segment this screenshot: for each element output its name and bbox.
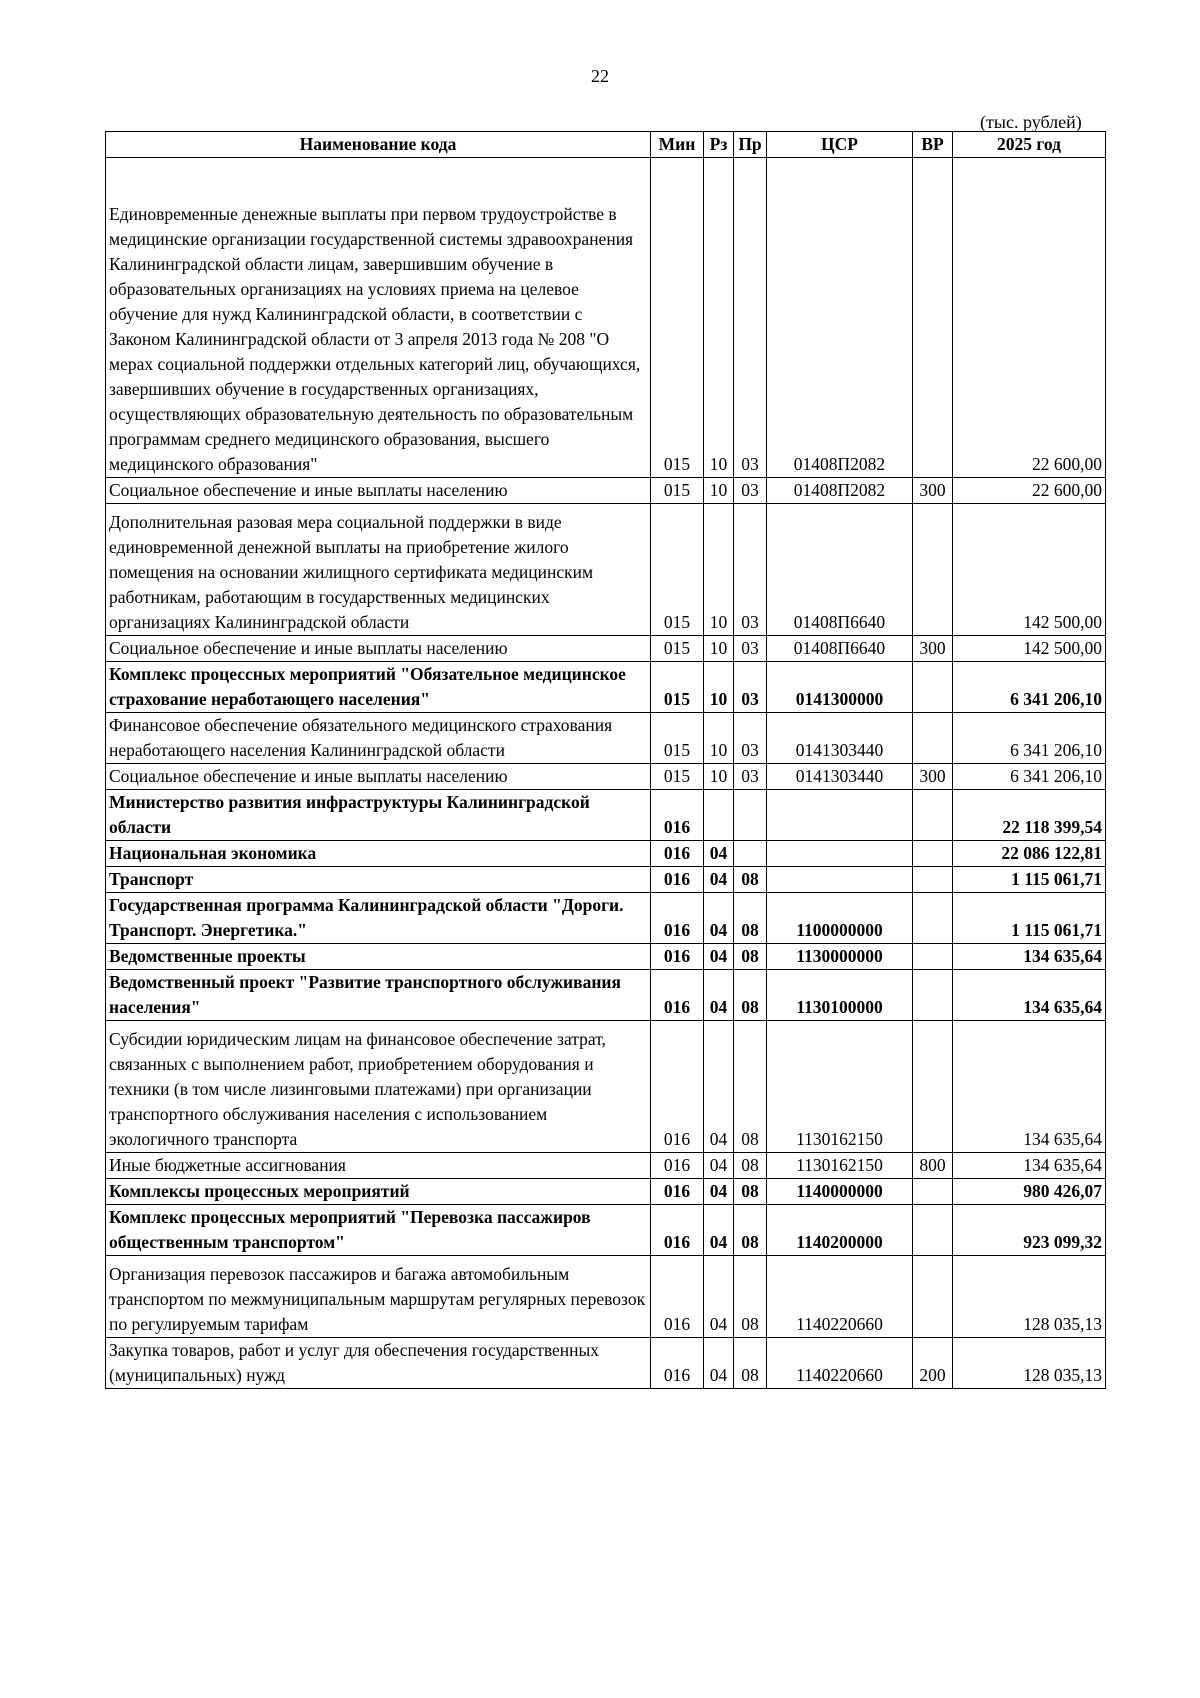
row-pr: 08 bbox=[734, 1021, 767, 1153]
row-csr: 1130162150 bbox=[767, 1153, 913, 1179]
row-pr bbox=[734, 841, 767, 867]
row-rz: 10 bbox=[704, 158, 734, 478]
row-pr: 08 bbox=[734, 1338, 767, 1389]
row-rz: 10 bbox=[704, 504, 734, 636]
table-row bbox=[106, 893, 1106, 944]
row-rz: 10 bbox=[704, 713, 734, 764]
row-vr bbox=[913, 790, 953, 841]
row-vr bbox=[913, 1021, 953, 1153]
row-name: Транспорт bbox=[106, 867, 651, 893]
table-row bbox=[106, 1205, 1106, 1256]
row-name: Ведомственный проект "Развитие транспортного обслуживания населения" bbox=[106, 970, 651, 1021]
row-vr: 300 bbox=[913, 636, 953, 662]
row-min: 015 bbox=[651, 636, 704, 662]
row-csr: 1140220660 bbox=[767, 1338, 913, 1389]
row-vr: 200 bbox=[913, 1338, 953, 1389]
row-amount: 6 341 206,10 bbox=[953, 764, 1106, 790]
row-rz: 04 bbox=[704, 1338, 734, 1389]
row-min: 016 bbox=[651, 970, 704, 1021]
table-row bbox=[106, 867, 1106, 893]
table-row bbox=[106, 790, 1106, 841]
row-name: Единовременные денежные выплаты при первом трудоустройстве в медицинские организации государственной системы здравоохранения Калининградской области лицам, завершившим обучение в образовательных организациях на условиях приема на целевое обучение для нужд Калининградской области, в соответствии с Законом Калининградской области от 3 апреля 2013 года № 208 "О мерах социальной поддержки отдельных категорий лиц, обучающихся, завершивших обучение в государственных организациях, осуществляющих образовательную деятельность по образовательным программам среднего медицинского образования, высшего медицинского образования" bbox=[106, 158, 651, 478]
row-name: Национальная экономика bbox=[106, 841, 651, 867]
row-vr bbox=[913, 841, 953, 867]
row-pr: 03 bbox=[734, 504, 767, 636]
row-rz: 04 bbox=[704, 1021, 734, 1153]
row-vr bbox=[913, 893, 953, 944]
row-rz: 10 bbox=[704, 764, 734, 790]
row-csr: 01408П6640 bbox=[767, 504, 913, 636]
row-pr: 08 bbox=[734, 1205, 767, 1256]
row-amount: 923 099,32 bbox=[953, 1205, 1106, 1256]
row-amount: 142 500,00 bbox=[953, 504, 1106, 636]
row-rz: 04 bbox=[704, 893, 734, 944]
table-row bbox=[106, 1256, 1106, 1338]
row-min: 016 bbox=[651, 1205, 704, 1256]
row-pr: 08 bbox=[734, 970, 767, 1021]
row-vr bbox=[913, 970, 953, 1021]
row-min: 016 bbox=[651, 1021, 704, 1153]
row-min: 016 bbox=[651, 1153, 704, 1179]
row-csr: 0141300000 bbox=[767, 662, 913, 713]
row-min: 016 bbox=[651, 790, 704, 841]
row-name: Комплекс процессных мероприятий "Обязательное медицинское страхование неработающего населения" bbox=[106, 662, 651, 713]
row-amount: 22 086 122,81 bbox=[953, 841, 1106, 867]
row-min: 016 bbox=[651, 1338, 704, 1389]
row-name: Финансовое обеспечение обязательного медицинского страхования неработающего населения Калининградской области bbox=[106, 713, 651, 764]
row-pr: 03 bbox=[734, 713, 767, 764]
row-name: Министерство развития инфраструктуры Калининградской области bbox=[106, 790, 651, 841]
row-min: 015 bbox=[651, 158, 704, 478]
row-rz: 04 bbox=[704, 970, 734, 1021]
header-vr: ВР bbox=[913, 132, 953, 158]
row-min: 015 bbox=[651, 662, 704, 713]
row-min: 015 bbox=[651, 478, 704, 504]
table-row bbox=[106, 944, 1106, 970]
row-amount: 128 035,13 bbox=[953, 1338, 1106, 1389]
row-min: 016 bbox=[651, 841, 704, 867]
row-min: 016 bbox=[651, 1179, 704, 1205]
table-row bbox=[106, 636, 1106, 662]
row-name: Дополнительная разовая мера социальной поддержки в виде единовременной денежной выплаты на приобретение жилого помещения на основании жилищного сертификата медицинским работникам, работающим в государственных медицинских организациях Калининградской области bbox=[106, 504, 651, 636]
table-row bbox=[106, 1153, 1106, 1179]
row-name: Комплекс процессных мероприятий "Перевозка пассажиров общественным транспортом" bbox=[106, 1205, 651, 1256]
row-name: Социальное обеспечение и иные выплаты населению bbox=[106, 478, 651, 504]
row-amount: 22 600,00 bbox=[953, 158, 1106, 478]
row-amount: 134 635,64 bbox=[953, 1021, 1106, 1153]
row-name: Ведомственные проекты bbox=[106, 944, 651, 970]
row-csr: 1140220660 bbox=[767, 1256, 913, 1338]
header-name: Наименование кода bbox=[106, 132, 651, 158]
row-amount: 980 426,07 bbox=[953, 1179, 1106, 1205]
row-rz: 04 bbox=[704, 1205, 734, 1256]
row-name: Субсидии юридическим лицам на финансовое обеспечение затрат, связанных с выполнением работ, приобретением оборудования и техники (в том числе лизинговыми платежами) при организации транспортного обслуживания населения с использованием экологичного транспорта bbox=[106, 1021, 651, 1153]
row-name: Социальное обеспечение и иные выплаты населению bbox=[106, 636, 651, 662]
row-csr: 1140000000 bbox=[767, 1179, 913, 1205]
table-row bbox=[106, 1021, 1106, 1153]
row-pr: 03 bbox=[734, 636, 767, 662]
row-rz: 04 bbox=[704, 944, 734, 970]
row-pr: 03 bbox=[734, 478, 767, 504]
row-pr: 08 bbox=[734, 1256, 767, 1338]
row-rz bbox=[704, 790, 734, 841]
table-row bbox=[106, 1338, 1106, 1389]
row-min: 016 bbox=[651, 867, 704, 893]
row-min: 015 bbox=[651, 764, 704, 790]
row-amount: 6 341 206,10 bbox=[953, 713, 1106, 764]
table-row bbox=[106, 713, 1106, 764]
units-note: (тыс. рублей) bbox=[980, 112, 1082, 132]
row-name: Комплексы процессных мероприятий bbox=[106, 1179, 651, 1205]
row-pr: 08 bbox=[734, 893, 767, 944]
row-vr bbox=[913, 158, 953, 478]
row-rz: 04 bbox=[704, 867, 734, 893]
row-vr: 300 bbox=[913, 764, 953, 790]
row-vr bbox=[913, 504, 953, 636]
header-rz: Рз bbox=[704, 132, 734, 158]
table-row bbox=[106, 1179, 1106, 1205]
row-vr bbox=[913, 713, 953, 764]
row-csr: 01408П2082 bbox=[767, 478, 913, 504]
row-csr: 1100000000 bbox=[767, 893, 913, 944]
row-rz: 10 bbox=[704, 662, 734, 713]
row-amount: 134 635,64 bbox=[953, 944, 1106, 970]
row-pr: 08 bbox=[734, 1153, 767, 1179]
row-pr: 08 bbox=[734, 1179, 767, 1205]
row-csr: 1130100000 bbox=[767, 970, 913, 1021]
row-rz: 04 bbox=[704, 1179, 734, 1205]
row-name: Иные бюджетные ассигнования bbox=[106, 1153, 651, 1179]
row-amount: 6 341 206,10 bbox=[953, 662, 1106, 713]
row-pr: 08 bbox=[734, 867, 767, 893]
row-vr: 800 bbox=[913, 1153, 953, 1179]
row-rz: 04 bbox=[704, 1256, 734, 1338]
row-name: Закупка товаров, работ и услуг для обеспечения государственных (муниципальных) нужд bbox=[106, 1338, 651, 1389]
table-row bbox=[106, 841, 1106, 867]
row-rz: 04 bbox=[704, 1153, 734, 1179]
header-csr: ЦСР bbox=[767, 132, 913, 158]
row-min: 016 bbox=[651, 1256, 704, 1338]
table-row bbox=[106, 970, 1106, 1021]
row-csr: 1130162150 bbox=[767, 1021, 913, 1153]
row-csr bbox=[767, 841, 913, 867]
row-csr: 0141303440 bbox=[767, 713, 913, 764]
row-amount: 1 115 061,71 bbox=[953, 867, 1106, 893]
row-pr: 03 bbox=[734, 764, 767, 790]
table-row bbox=[106, 764, 1106, 790]
row-vr bbox=[913, 662, 953, 713]
row-vr bbox=[913, 1256, 953, 1338]
row-name: Социальное обеспечение и иные выплаты населению bbox=[106, 764, 651, 790]
row-amount: 134 635,64 bbox=[953, 970, 1106, 1021]
table-row bbox=[106, 478, 1106, 504]
table-header-row bbox=[106, 132, 1106, 158]
header-pr: Пр bbox=[734, 132, 767, 158]
row-csr: 01408П2082 bbox=[767, 158, 913, 478]
row-vr bbox=[913, 944, 953, 970]
row-pr bbox=[734, 790, 767, 841]
row-pr: 03 bbox=[734, 158, 767, 478]
row-pr: 08 bbox=[734, 944, 767, 970]
row-csr bbox=[767, 790, 913, 841]
row-min: 016 bbox=[651, 944, 704, 970]
row-rz: 10 bbox=[704, 636, 734, 662]
table-row bbox=[106, 504, 1106, 636]
row-amount: 134 635,64 bbox=[953, 1153, 1106, 1179]
row-amount: 142 500,00 bbox=[953, 636, 1106, 662]
row-min: 015 bbox=[651, 504, 704, 636]
row-csr: 1130000000 bbox=[767, 944, 913, 970]
row-name: Государственная программа Калининградской области "Дороги. Транспорт. Энергетика." bbox=[106, 893, 651, 944]
row-csr: 01408П6640 bbox=[767, 636, 913, 662]
row-amount: 22 600,00 bbox=[953, 478, 1106, 504]
table-row bbox=[106, 662, 1106, 713]
row-vr bbox=[913, 1179, 953, 1205]
page-number: 22 bbox=[591, 66, 609, 86]
row-amount: 22 118 399,54 bbox=[953, 790, 1106, 841]
row-amount: 128 035,13 bbox=[953, 1256, 1106, 1338]
row-rz: 10 bbox=[704, 478, 734, 504]
header-year: 2025 год bbox=[953, 132, 1106, 158]
row-csr: 0141303440 bbox=[767, 764, 913, 790]
row-name: Организация перевозок пассажиров и багажа автомобильным транспортом по межмуниципальным маршрутам регулярных перевозок по регулируемым тарифам bbox=[106, 1256, 651, 1338]
row-min: 016 bbox=[651, 893, 704, 944]
row-min: 015 bbox=[651, 713, 704, 764]
budget-table bbox=[105, 131, 1106, 1389]
row-vr bbox=[913, 867, 953, 893]
row-csr bbox=[767, 867, 913, 893]
row-pr: 03 bbox=[734, 662, 767, 713]
row-rz: 04 bbox=[704, 841, 734, 867]
row-csr: 1140200000 bbox=[767, 1205, 913, 1256]
table-row bbox=[106, 158, 1106, 478]
row-vr: 300 bbox=[913, 478, 953, 504]
header-min: Мин bbox=[651, 132, 704, 158]
row-vr bbox=[913, 1205, 953, 1256]
row-amount: 1 115 061,71 bbox=[953, 893, 1106, 944]
